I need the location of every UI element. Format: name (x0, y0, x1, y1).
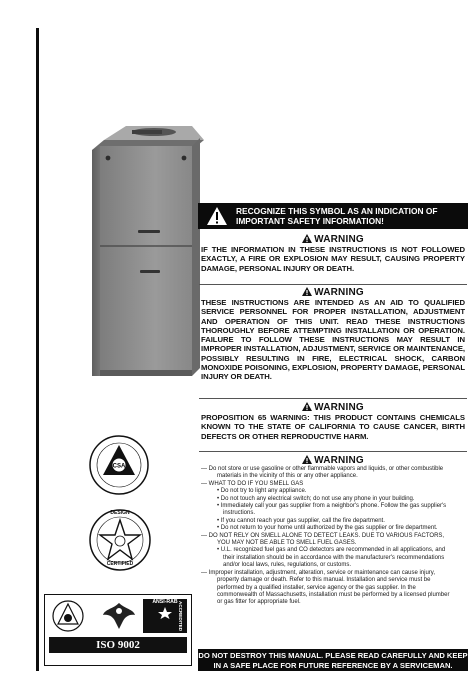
warning-triangle-icon (302, 234, 312, 243)
warning-line: property damage or death. Refer to this manual. Installation and service must be (217, 577, 431, 584)
divider (199, 451, 467, 452)
footer-line-1: DO NOT DESTROY THIS MANUAL. PLEASE READ CAREFULLY AND KEEP (198, 651, 468, 660)
warning-heading: WARNING (201, 234, 465, 245)
accredited-text: ACCREDITED (178, 601, 183, 632)
warning-line: • Immediately call your gas supplier from a neighbor's phone. Follow the gas supplier's (217, 503, 447, 510)
registrar-logo (51, 599, 85, 633)
warning-gas-smell (198, 455, 468, 607)
recognize-symbol-banner (198, 203, 468, 229)
warning-line: — DO NOT RELY ON SMELL ALONE TO DETECT LEAKS. DUE TO VARIOUS FACTORS, (201, 532, 445, 539)
csa-certification-seal (88, 434, 150, 496)
warning-proposition-65 (198, 402, 468, 441)
warning-fire-explosion (198, 234, 468, 273)
recognize-line-2: IMPORTANT SAFETY INFORMATION! (236, 216, 384, 226)
divider (199, 284, 467, 285)
left-vertical-rule (36, 28, 39, 671)
design-certified-seal (88, 508, 152, 572)
warning-line: • Do not touch any electrical switch; do not use any phone in your building. (217, 495, 415, 502)
warning-triangle-icon (302, 287, 312, 296)
recognize-line-1: RECOGNIZE THIS SYMBOL AS AN INDICATION OF (236, 206, 438, 216)
warning-line: • If you cannot reach your gas supplier, call the fire department. (217, 517, 385, 524)
iso-certification-box (44, 594, 192, 666)
footer-line-2: IN A SAFE PLACE FOR FUTURE REFERENCE BY A SERVICEMAN. (213, 660, 453, 670)
warning-1-text: IF THE INFORMATION IN THESE INSTRUCTIONS IS NOT FOLLOWED EXACTLY, A FIRE OR EXPLOSION MAY RESULT, CAUSING PROPERTY DAMAGE, PERSONAL INJURY OR DEATH. (201, 245, 465, 273)
design-certified-bottom-text: CERTIFIED (106, 561, 134, 567)
safety-alert-icon (206, 206, 228, 226)
design-certified-top-text: DESIGN (110, 510, 130, 516)
warning-line: • Do not try to light any appliance. (217, 488, 307, 495)
iso-banner: ISO 9002 (49, 637, 187, 653)
warning-heading: WARNING (201, 402, 465, 413)
warning-qualified-personnel (198, 287, 468, 382)
footer-keep-manual-banner (198, 649, 468, 671)
warning-line: — Do not store or use gasoline or other flammable vapors and liquids, or other combustible (201, 466, 444, 472)
warning-line: YOU MAY NOT BE ABLE TO SMELL FUEL GASES. (217, 540, 357, 547)
warning-line: or gas fitter for appropriate fuel. (217, 599, 301, 606)
furnace-illustration (92, 118, 204, 378)
anab-label: ANSI-RAB (152, 599, 178, 605)
warning-3-text: PROPOSITION 65 WARNING: THIS PRODUCT CONTAINS CHEMICALS KNOWN TO THE STATE OF CALIFORNIA TO CAUSE CANCER, BIRTH DEFECTS OR OTHER REPRODUCTIVE HARM. (201, 413, 465, 441)
warning-2-text: THESE INSTRUCTIONS ARE INTENDED AS AN AID TO QUALIFIED SERVICE PERSONNEL FOR PROPER INSTALLATION, ADJUSTMENT AND OPERATION OF THIS UNIT. READ THESE INSTRUCTIONS THOROUGHLY BEFORE ATTEMPTING INSTALLATION OR OPERATION. FAILURE TO FOLLOW THESE INSTRUCTIONS MAY RESULT IN IMPROPER INSTALLATION, ADJUSTMENT, SERVICE OR MAINTENANCE, POSSIBLY RESULTING IN FIRE, ELECTRICAL SHOCK, CARBON MONOXIDE POISONING, EXPLOSION, PROPERTY DAMAGE, PERSONAL INJURY OR DEATH. (201, 298, 465, 382)
warning-line: commonwealth of Massachusetts, installation must be performed by a licensed plumber (217, 591, 450, 598)
warning-line: — WHAT TO DO IF YOU SMELL GAS (201, 480, 304, 487)
warning-line: and/or local laws, rules, regulations, or customs. (223, 562, 352, 569)
warning-line: performed by a qualified installer, service agency or the gas supplier. In the (217, 584, 416, 591)
svg-text:CSA: CSA (112, 463, 126, 470)
warning-line: materials in the vicinity of this or any other appliance. (217, 473, 358, 480)
divider (199, 398, 467, 399)
warning-line: — Improper installation, adjustment, alteration, service or maintenance can cause injury, (201, 569, 436, 576)
warning-triangle-icon (302, 402, 312, 411)
warning-triangle-icon (302, 455, 312, 464)
warning-line: • U.L. recognized fuel gas and CO detectors are recommended in all applications, and (217, 547, 446, 554)
warning-4-list (201, 466, 465, 607)
warning-line: • Do not return to your home until authorized by the gas supplier or fire department. (217, 525, 438, 532)
warning-heading: WARNING (201, 287, 465, 298)
eagle-emblem-icon (101, 599, 137, 633)
warning-line: their installation should be in accordance with the manufacturer's recommendations (223, 554, 445, 561)
warning-line: instructions. (223, 510, 256, 517)
warning-heading: WARNING (201, 455, 465, 466)
